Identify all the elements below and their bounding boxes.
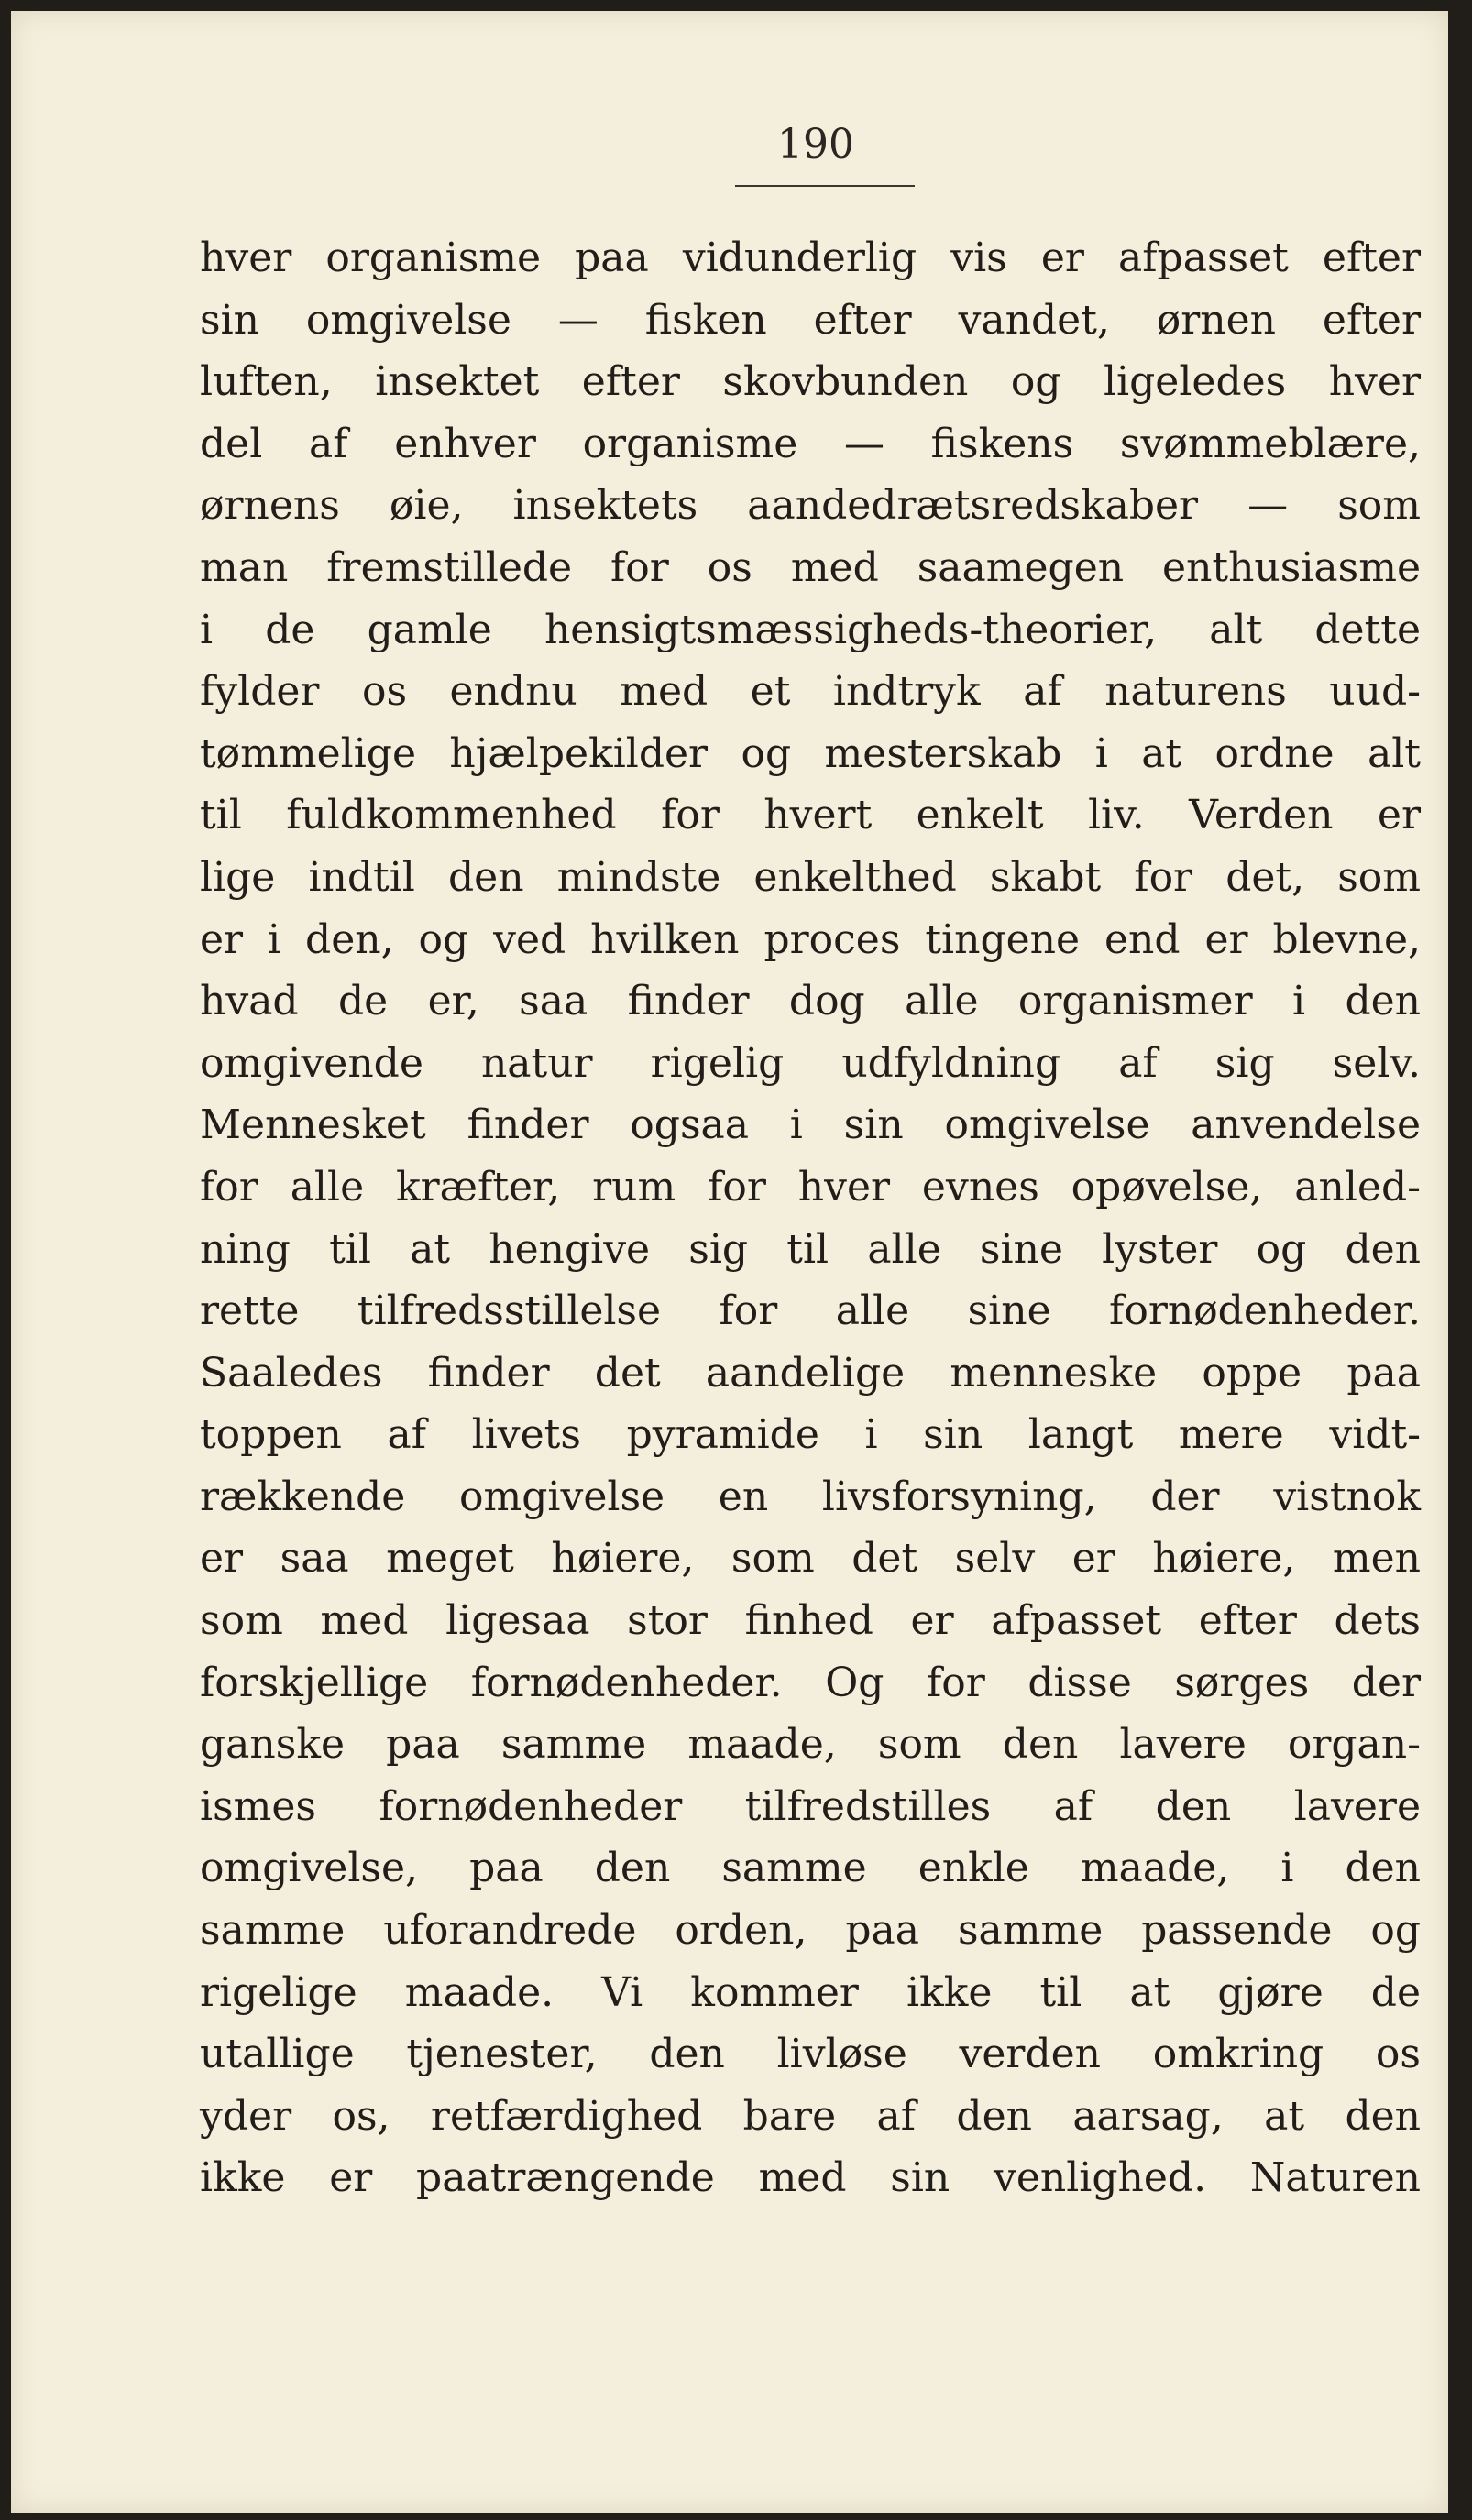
text-line: ismes fornødenheder tilfredstilles af den lavere (200, 1782, 1421, 1830)
text-line: ning til at hengive sig til alle sine lyster og den (200, 1225, 1421, 1273)
text-line: samme uforandrede orden, paa samme passende og (200, 1907, 1421, 1955)
text-line: til fuldkommenhed for hvert enkelt liv. Verden er (200, 792, 1421, 839)
text-line: rigelige maade. Vi kommer ikke til at gjøre de (200, 1968, 1421, 2016)
text-line: ganske paa samme maade, som den lavere organ- (200, 1721, 1421, 1769)
text-line: hvad de er, saa finder dog alle organismer i den (200, 978, 1421, 1025)
text-line: fylder os endnu med et indtryk af naturens uud- (200, 668, 1421, 716)
text-line: Saaledes finder det aandelige menneske oppe paa (200, 1349, 1421, 1397)
text-line: er saa meget høiere, som det selv er høiere, men (200, 1535, 1421, 1583)
text-line: rækkende omgivelse en livsforsyning, der vistnok (200, 1473, 1421, 1520)
text-line: forskjellige fornødenheder. Og for disse sørges der (200, 1659, 1421, 1706)
text-line: yder os, retfærdighed bare af den aarsag, at den (200, 2092, 1421, 2140)
text-line: Mennesket finder ogsaa i sin omgivelse anvendelse (200, 1101, 1421, 1149)
page-number-rule (735, 185, 915, 187)
text-line: lige indtil den mindste enkelthed skabt for det, som (200, 853, 1421, 901)
text-line: for alle kræfter, rum for hver evnes opøvelse, anled- (200, 1163, 1421, 1211)
text-line: omgivende natur rigelig udfyldning af sig selv. (200, 1039, 1421, 1087)
text-line: ørnens øie, insektets aandedrætsredskaber — som (200, 482, 1421, 530)
body-text (200, 227, 1421, 2209)
text-line: ikke er paatrængende med sin venlighed. Naturen (200, 2154, 1421, 2202)
text-line: er i den, og ved hvilken proces tingene end er blevne, (200, 915, 1421, 963)
text-line: luften, insektet efter skovbunden og ligeledes hver (200, 358, 1421, 406)
text-line: man fremstillede for os med saamegen enthusiasme (200, 543, 1421, 591)
text-line: hver organisme paa vidunderlig vis er afpasset efter (200, 235, 1421, 281)
text-line: omgivelse, paa den samme enkle maade, i den (200, 1845, 1421, 1892)
text-line: toppen af livets pyramide i sin langt mere vidt- (200, 1411, 1421, 1459)
text-line: rette tilfredsstillelse for alle sine fornødenheder. (200, 1287, 1421, 1335)
text-line: tømmelige hjælpekilder og mesterskab i at ordne alt (200, 729, 1421, 777)
text-line: sin omgivelse — fisken efter vandet, ørnen efter (200, 296, 1421, 344)
text-line: utallige tjenester, den livløse verden omkring os (200, 2031, 1421, 2078)
page-number: 190 (777, 121, 854, 168)
text-line: i de gamle hensigtsmæssigheds-theorier, alt dette (200, 606, 1421, 653)
text-line: del af enhver organisme — fiskens svømmeblære, (200, 420, 1421, 467)
text-line: som med ligesaa stor finhed er afpasset efter dets (200, 1597, 1421, 1645)
